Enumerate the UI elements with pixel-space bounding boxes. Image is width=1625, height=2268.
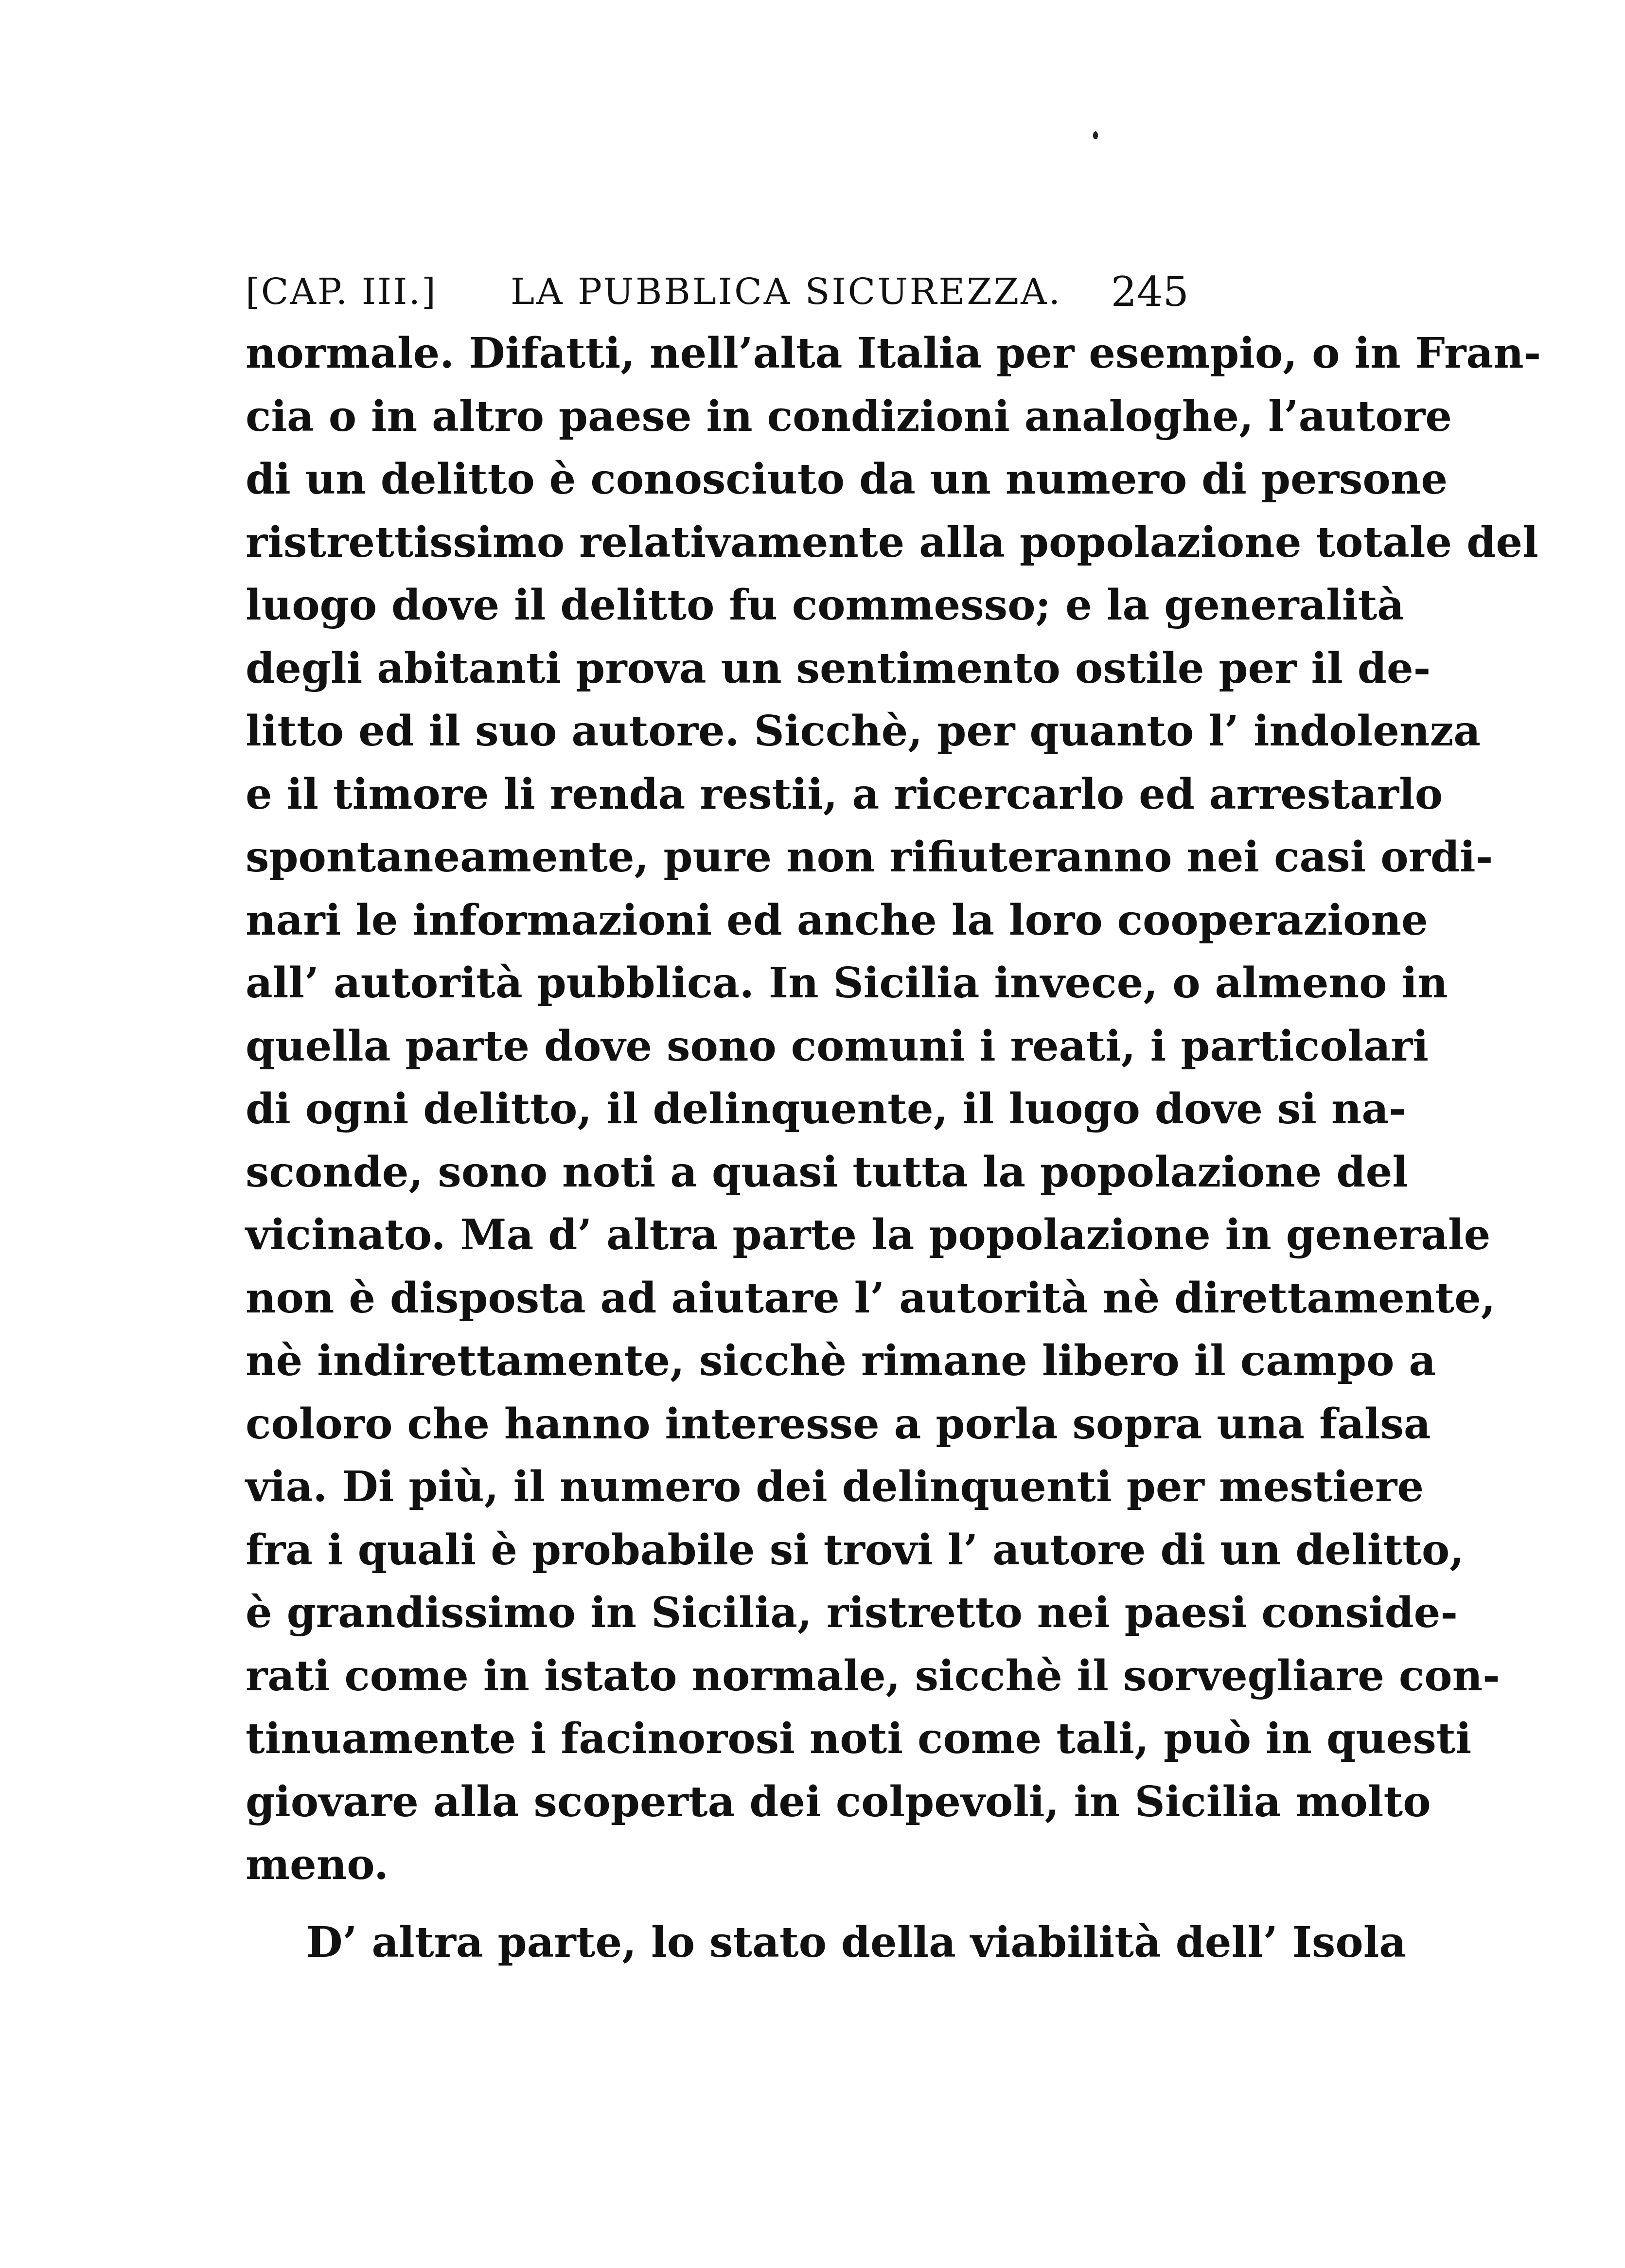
text-line: sconde, sono noti a quasi tutta la popolazione del xyxy=(246,1147,1408,1197)
text-line: normale. Difatti, nell’alta Italia per esempio, o in Fran- xyxy=(246,329,1541,378)
text-line: all’ autorità pubblica. In Sicilia invece, o almeno in xyxy=(246,958,1448,1008)
text-line: non è disposta ad aiutare l’ autorità nè direttamente, xyxy=(246,1273,1496,1323)
text-line: ristrettissimo relativamente alla popolazione totale del xyxy=(246,517,1538,567)
text-line: nè indirettamente, sicchè rimane libero il campo a xyxy=(246,1336,1436,1385)
text-line: di ogni delitto, il delinquente, il luogo dove si na- xyxy=(246,1084,1406,1134)
text-line: fra i quali è probabile si trovi l’ autore di un delitto, xyxy=(246,1525,1465,1575)
text-line: spontaneamente, pure non rifiuteranno nei casi ordi- xyxy=(246,833,1493,882)
page-number: 245 xyxy=(1111,268,1189,316)
text-line: nari le informazioni ed anche la loro cooperazione xyxy=(246,895,1428,945)
text-line: e il timore li renda restii, a ricercarlo ed arrestarlo xyxy=(246,769,1443,819)
text-line: D’ altra parte, lo stato della viabilità dell’ Isola xyxy=(306,1917,1407,1967)
text-line: via. Di più, il numero dei delinquenti per mestiere xyxy=(246,1462,1424,1511)
paragraph-gap xyxy=(246,1896,1189,1911)
text-line: giovare alla scoperta dei colpevoli, in Sicilia molto xyxy=(246,1777,1431,1826)
text-line: vicinato. Ma d’ altra parte la popolazione in generale xyxy=(246,1210,1491,1259)
ink-speck xyxy=(1093,131,1098,139)
running-title: LA PUBBLICA SICUREZZA. xyxy=(511,271,1062,313)
chapter-label: [CAP. III.] xyxy=(246,271,437,313)
text-line: coloro che hanno interesse a porla sopra una falsa xyxy=(246,1399,1431,1449)
text-line: è grandissimo in Sicilia, ristretto nei paesi conside- xyxy=(246,1588,1458,1637)
text-line: meno. xyxy=(246,1840,389,1889)
running-header xyxy=(246,265,1189,319)
text-line: luogo dove il delitto fu commesso; e la generalità xyxy=(246,581,1405,630)
body-text xyxy=(246,322,1541,1974)
text-line: tinuamente i facinorosi noti come tali, può in questi xyxy=(246,1714,1472,1763)
text-line: degli abitanti prova un sentimento ostile per il de- xyxy=(246,643,1431,693)
text-line: cia o in altro paese in condizioni analoghe, l’autore xyxy=(246,391,1452,441)
text-line: di un delitto è conosciuto da un numero di persone xyxy=(246,455,1448,504)
text-line: rati come in istato normale, sicchè il sorvegliare con- xyxy=(246,1651,1500,1701)
text-line: litto ed il suo autore. Sicchè, per quanto l’ indolenza xyxy=(246,707,1481,756)
text-line: quella parte dove sono comuni i reati, i particolari xyxy=(246,1021,1429,1071)
